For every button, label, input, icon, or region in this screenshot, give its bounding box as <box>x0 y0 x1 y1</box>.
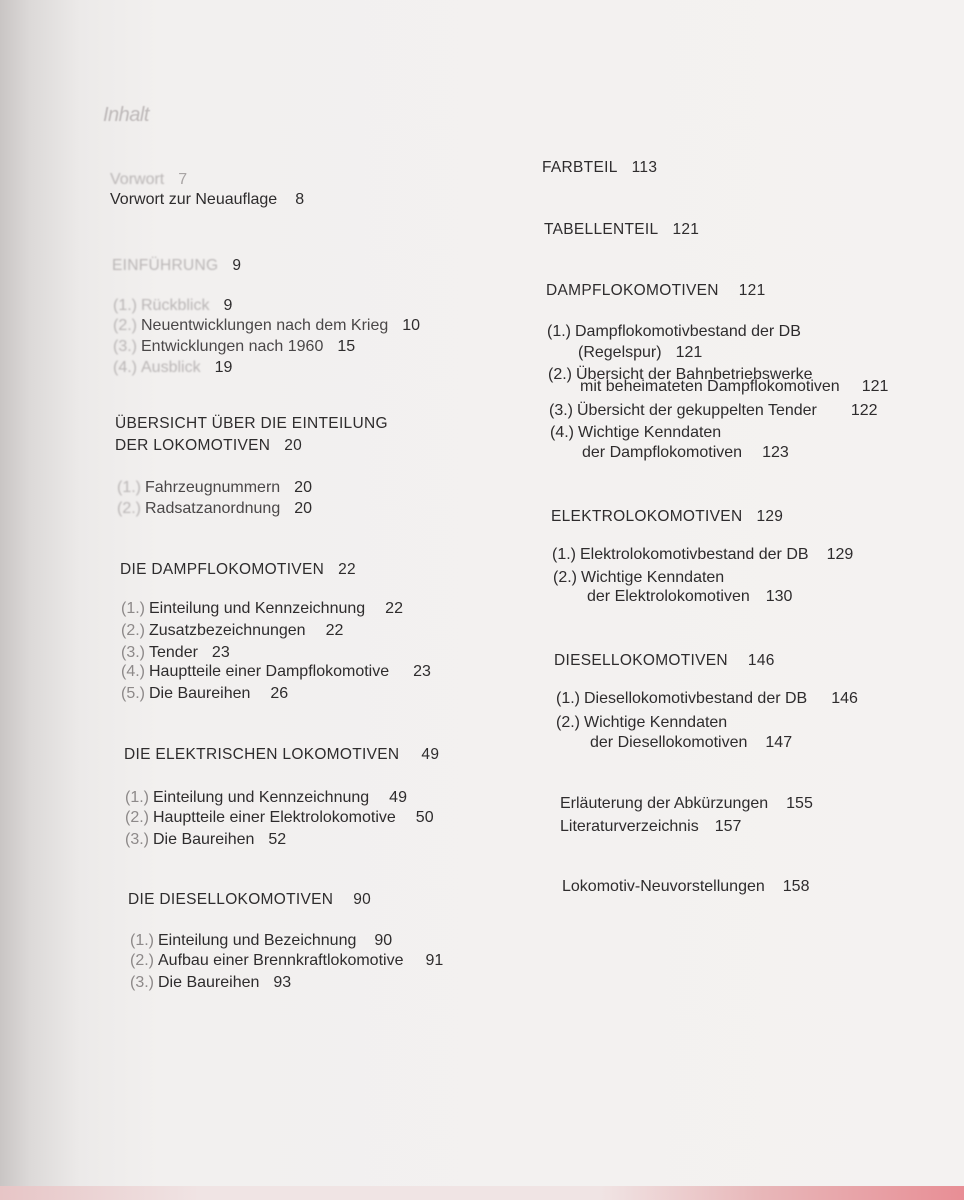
toc-item: (3.) Übersicht der gekuppelten Tender 122 <box>549 402 878 419</box>
toc-item: (2.) Wichtige Kenndaten <box>553 569 725 586</box>
toc-entry-vorwort-neuauflage <box>110 190 304 210</box>
toc-heading-label: EINFÜHRUNG <box>112 257 219 274</box>
toc-item: (3.) Die Baureihen 93 <box>130 974 292 991</box>
toc-item-continuation: der Diesellokomotiven 147 <box>590 734 793 751</box>
toc-item: (1.) Dampflokomotivbestand der DB <box>547 323 801 340</box>
toc-item-continuation: der Dampflokomotiven 123 <box>582 444 789 461</box>
toc-entry-page: 7 <box>178 171 188 188</box>
toc-item-continuation: der Elektrolokomotiven 130 <box>587 588 793 605</box>
toc-section-heading: DIESELLOKOMOTIVEN 146 <box>554 652 775 669</box>
toc-section-heading: DIE DAMPFLOKOMOTIVEN 22 <box>120 561 356 578</box>
toc-item: (3.) Die Baureihen 52 <box>125 831 287 848</box>
toc-entry-literatur: Literaturverzeichnis 157 <box>560 818 742 835</box>
toc-item: (4.) Wichtige Kenndaten <box>550 424 722 441</box>
toc-section-heading: DIE ELEKTRISCHEN LOKOMOTIVEN 49 <box>124 746 440 763</box>
toc-item: (5.) Die Baureihen 26 <box>121 685 289 702</box>
page-title: Inhalt <box>103 104 149 126</box>
toc-item: (1.) Fahrzeugnummern 20 <box>117 479 312 496</box>
toc-item: (2.) Aufbau einer Brennkraftlokomotive 91 <box>130 952 444 969</box>
toc-item: (1.) Rückblick 9 <box>113 297 233 314</box>
toc-item-continuation: (Regelspur) 121 <box>578 344 703 361</box>
toc-entry-vorwort <box>110 170 187 190</box>
toc-section-heading: DAMPFLOKOMOTIVEN 121 <box>546 282 766 299</box>
toc-item: (2.) Radsatzanordnung 20 <box>117 500 313 517</box>
toc-section-heading <box>112 256 241 276</box>
toc-entry-abkuerzungen: Erläuterung der Abkürzungen 155 <box>560 795 813 812</box>
page-bottom-edge <box>0 1186 964 1200</box>
toc-item: (2.) Neuentwicklungen nach dem Krieg 10 <box>113 317 421 334</box>
toc-section-heading: ÜBERSICHT ÜBER DIE EINTEILUNG <box>115 415 388 432</box>
toc-section-heading: TABELLENTEIL 121 <box>544 221 700 238</box>
toc-item: (1.) Diesellokomotivbestand der DB 146 <box>556 690 858 707</box>
toc-item: (2.) Übersicht der Bahnbetriebswerke <box>548 366 813 383</box>
toc-entry-label: Vorwort <box>110 171 165 188</box>
toc-item: (4.) Hauptteile einer Dampflokomotive 23 <box>121 663 431 680</box>
toc-item: (1.) Elektrolokomotivbestand der DB 129 <box>552 546 854 563</box>
toc-item: (1.) Einteilung und Kennzeichnung 49 <box>125 789 407 806</box>
toc-item: (2.) Hauptteile einer Elektrolokomotive 50 <box>125 809 434 826</box>
toc-item-continuation: mit beheimateten Dampflokomotiven 121 <box>580 378 889 395</box>
toc-item: (3.) Entwicklungen nach 1960 15 <box>113 338 356 355</box>
toc-heading-page: 9 <box>232 257 242 274</box>
toc-entry-label: Vorwort zur Neuauflage <box>110 191 278 208</box>
toc-section-heading: ELEKTROLOKOMOTIVEN 129 <box>551 508 784 525</box>
toc-item: (3.) Tender 23 <box>121 644 230 661</box>
toc-entry-page: 8 <box>295 191 305 208</box>
toc-item: (2.) Wichtige Kenndaten <box>556 714 728 731</box>
toc-item: (2.) Zusatzbezeichnungen 22 <box>121 622 344 639</box>
toc-entry-neuvorstellungen: Lokomotiv-Neuvorstellungen 158 <box>562 878 810 895</box>
toc-section-heading: FARBTEIL 113 <box>542 159 658 176</box>
toc-item: (1.) Einteilung und Bezeichnung 90 <box>130 932 393 949</box>
toc-section-heading: DIE DIESELLOKOMOTIVEN 90 <box>128 891 372 908</box>
toc-section-heading: DER LOKOMOTIVEN 20 <box>115 437 303 454</box>
toc-item: (1.) Einteilung und Kennzeichnung 22 <box>121 600 403 617</box>
toc-item: (4.) Ausblick 19 <box>113 359 233 376</box>
